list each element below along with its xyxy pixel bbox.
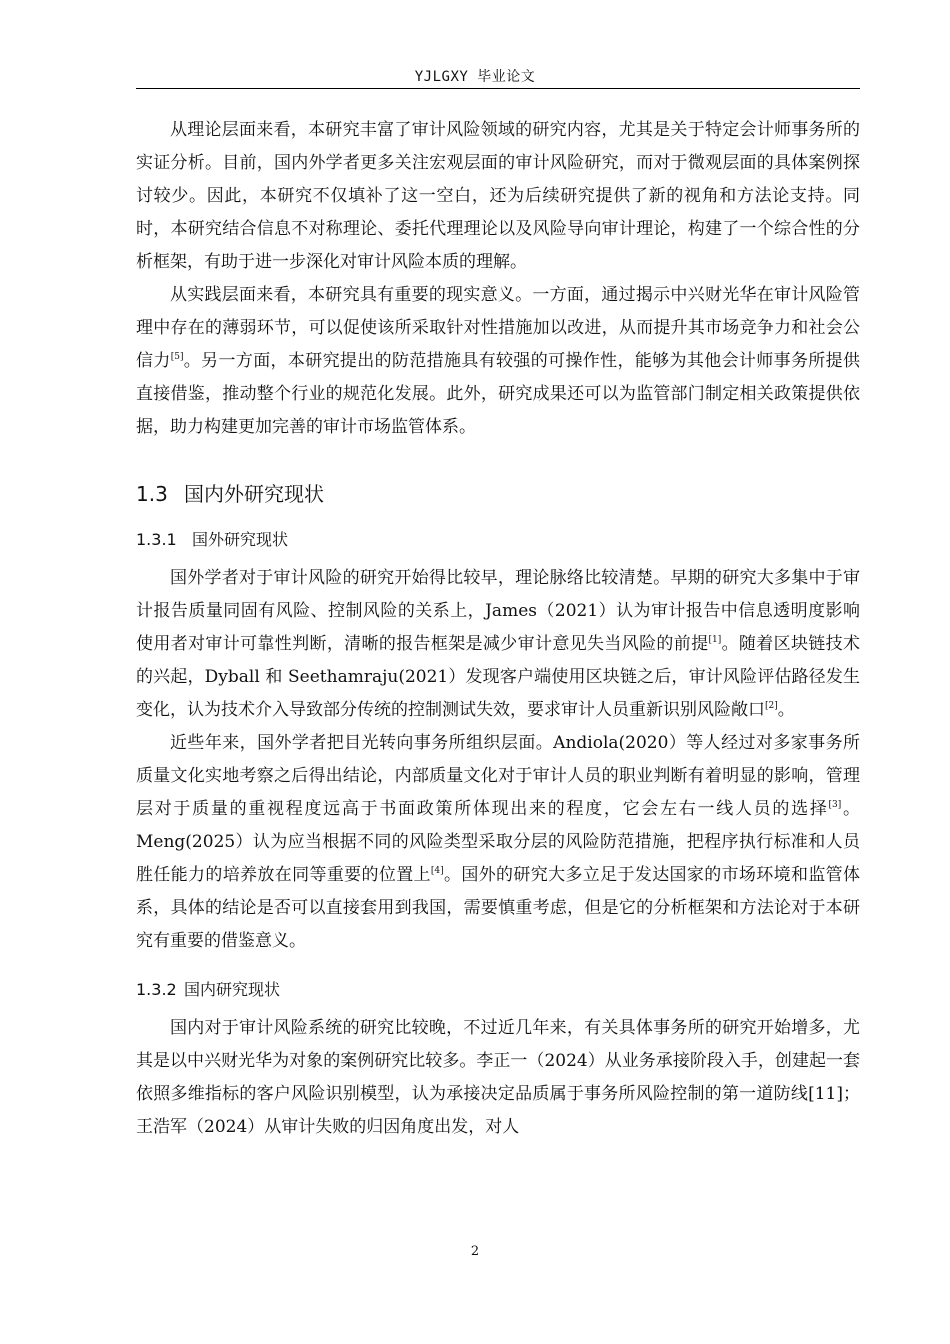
paragraph-theory: 从理论层面来看，本研究丰富了审计风险领域的研究内容，尤其是关于特定会计师事务所的实证分析。目前，国内外学者更多关注宏观层面的审计风险研究，而对于微观层面的具体案例探讨较少。因此，本研究不仅填补了这一空白，还为后续研究提供了新的视角和方法论支持。同时，本研究结合信息不对称理论、委托代理理论以及风险导向审计理论，构建了一个综合性的分析框架，有助于进一步深化对审计风险本质的理解。 [136,120,860,272]
section-number: 1.3 [136,482,168,506]
paragraph-text: 。Meng(2025）认为应当根据不同的风险类型采取分层的风险防范措施，把程序执行标准和人员胜任能力的培养放在同等重要的位置上 [136,799,860,885]
subsection-number: 1.3.2 [136,980,177,999]
paragraph-text: 。另一方面，本研究提出的防范措施具有较强的可操作性，能够为其他会计师事务所提供直接借鉴，推动整个行业的规范化发展。此外，研究成果还可以为监管部门制定相关政策提供依据，助力构建更加完善的审计市场监管体系。 [136,351,861,437]
citation-ref: [4] [430,866,444,876]
paragraph-text: 国外学者对于审计风险的研究开始得比较早，理论脉络比较清楚。早期的研究大多集中于审计报告质量同固有风险、控制风险的关系上，James（2021）认为审计报告中信息透明度影响使用者对审计可靠性判断，清晰的报告框架是减少审计意见失当风险的前提 [136,568,860,654]
citation-ref: [3] [828,800,842,810]
paragraph-text: 近些年来，国外学者把目光转向事务所组织层面。Andiola(2020）等人经过对多家事务所质量文化实地考察之后得出结论，内部质量文化对于审计人员的职业判断有着明显的影响，管理层对于质量的重视程度远高于书面政策所体现出来的程度，它会左右一线人员的选择 [136,733,860,819]
subsection-title: 国外研究现状 [192,530,289,549]
subsection-heading-domestic [136,978,860,1002]
paragraph-text: 。随着区块链技术的兴起，Dyball 和 Seethamraju(2021）发现客户端使用区块链之后，审计风险评估路径发生变化，认为技术介入导致部分传统的控制测试失效，要求审计人员重新识别风险敞口 [136,634,860,720]
citation-ref: [2] [765,701,778,711]
section-heading [136,480,860,508]
paragraph-domestic: 国内对于审计风险系统的研究比较晚，不过近几年来，有关具体事务所的研究开始增多，尤其是以中兴财光华为对象的案例研究比较多。李正一（2024）从业务承接阶段入手，创建起一套依照多维指标的客户风险识别模型，认为承接决定品质属于事务所风险控制的第一道防线[11]；王浩军（2024）从审计失败的归因角度出发，对人 [136,1018,860,1137]
citation-ref: [5] [170,352,184,362]
paragraph-text: 从实践层面来看，本研究具有重要的现实意义。一方面，通过揭示中兴财光华在审计风险管理中存在的薄弱环节，可以促使该所采取针对性措施加以改进，从而提升其市场竞争力和社会公信力 [136,285,860,371]
subsection-heading-foreign [136,528,860,552]
page-number: 2 [470,1244,480,1259]
page-body [136,114,860,1144]
subsection-number: 1.3.1 [136,530,177,549]
paragraph-practice [136,279,860,444]
paragraph-foreign-early [136,562,860,727]
citation-ref: [1] [708,635,722,645]
running-header: YJLGXY 毕业论文 [414,69,536,85]
subsection-title: 国内研究现状 [184,980,281,999]
paragraph-foreign-recent [136,727,860,958]
section-title: 国内外研究现状 [184,482,324,506]
header-rule [136,88,860,89]
paragraph-text: 。 [777,700,795,720]
paragraph-text: 。国外的研究大多立足于发达国家的市场环境和监管体系，具体的结论是否可以直接套用到我国，需要慎重考虑，但是它的分析框架和方法论对于本研究有重要的借鉴意义。 [136,865,861,951]
